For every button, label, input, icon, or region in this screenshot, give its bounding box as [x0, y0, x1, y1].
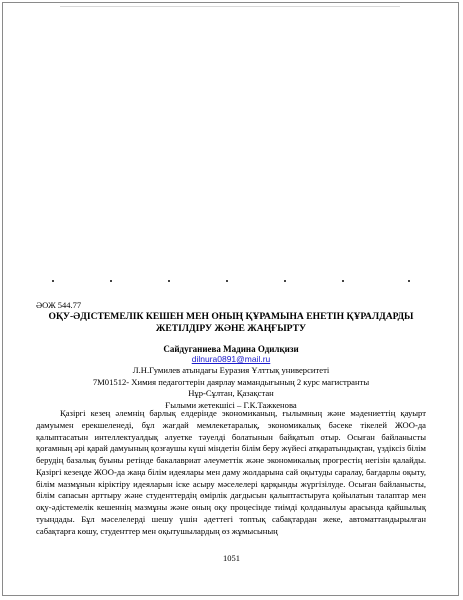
scan-dot-row [52, 280, 412, 283]
author-email[interactable] [36, 354, 426, 364]
title-line: ОҚУ-ӘДІСТЕМЕЛІК КЕШЕН МЕН ОНЫҢ ҚҰРАМЫНА ЕНЕТІН ҚҰРАЛДАРДЫ [48, 311, 414, 322]
body-text [36, 408, 426, 537]
udc-code: ӘОЖ 544.77 [36, 300, 82, 310]
paper-title [36, 311, 426, 335]
author-affiliation [36, 365, 426, 411]
title-line: ЖЕТІЛДІРУ ЖӘНЕ ЖАҢҒЫРТУ [155, 323, 307, 334]
affiliation-line: Л.Н.Гумилев атындағы Еуразия Ұлттық университеті [132, 365, 330, 375]
scan-artifact-line [60, 6, 400, 7]
affiliation-line: Нұр-Сұлтан, Қазақстан [188, 388, 274, 398]
author-name: Сайдуганиева Мадина Одилқизи [163, 344, 299, 354]
email-link[interactable]: dilnura0891@mail.ru [191, 354, 271, 364]
affiliation-line: 7М01512- Химия педагогтерін даярлау мамандығының 2 курс магистранты [92, 376, 370, 387]
page-number: 1051 [223, 553, 240, 563]
affiliation-line: Ғылыми жетекшісі – Г.К.Тажкенова [165, 399, 297, 410]
body-paragraph: Қазіргі кезең әлемнің барлық елдерінде экономиканың, ғылымның және мәдениеттің қауырт дамуымен ерекшеленеді, бұл жағдай мемлекетаралық, экономикалық бәсеке тікелей ЖОО-да қалыптасатын интеллектуалдық әлуетке тәуелді болатынын байқатып отыр. Осыған байланысты қоғамның әрі қарай дамуының қозғаушы күші міндетін білім беру жүйесі атқаратындықтан, үздіксіз білім берудің базалық буыны ретінде бакалавриат әлеуметтік және экономикалық прогрестің негізін қалайды. Қазіргі кезеңде ЖОО-да жаңа білім идеялары мен даму жолдарына сай оқытуды саралау, бағдарлы оқыту, білім мазмұнын кіріктіру идеяларын іске асыру мәселелері қарқынды жүргізілуде. Осыған байланысты, білім сапасын арттыру және студенттердің өмірлік дағдысын қалыптастыруға қойылатын талаптар мен оқу-әдістемелік кешеннің мазмұны және оның оқу процесінде тиімді қолданылуы арасында қайшылық туындады. Бұл мәселелерді шешу үшін әдеттегі топтық сабақтардан жеке, автоматтандырылған сабақтарға көшу, студенттер мен оқытушылардың өз жұмысының [36, 408, 426, 536]
